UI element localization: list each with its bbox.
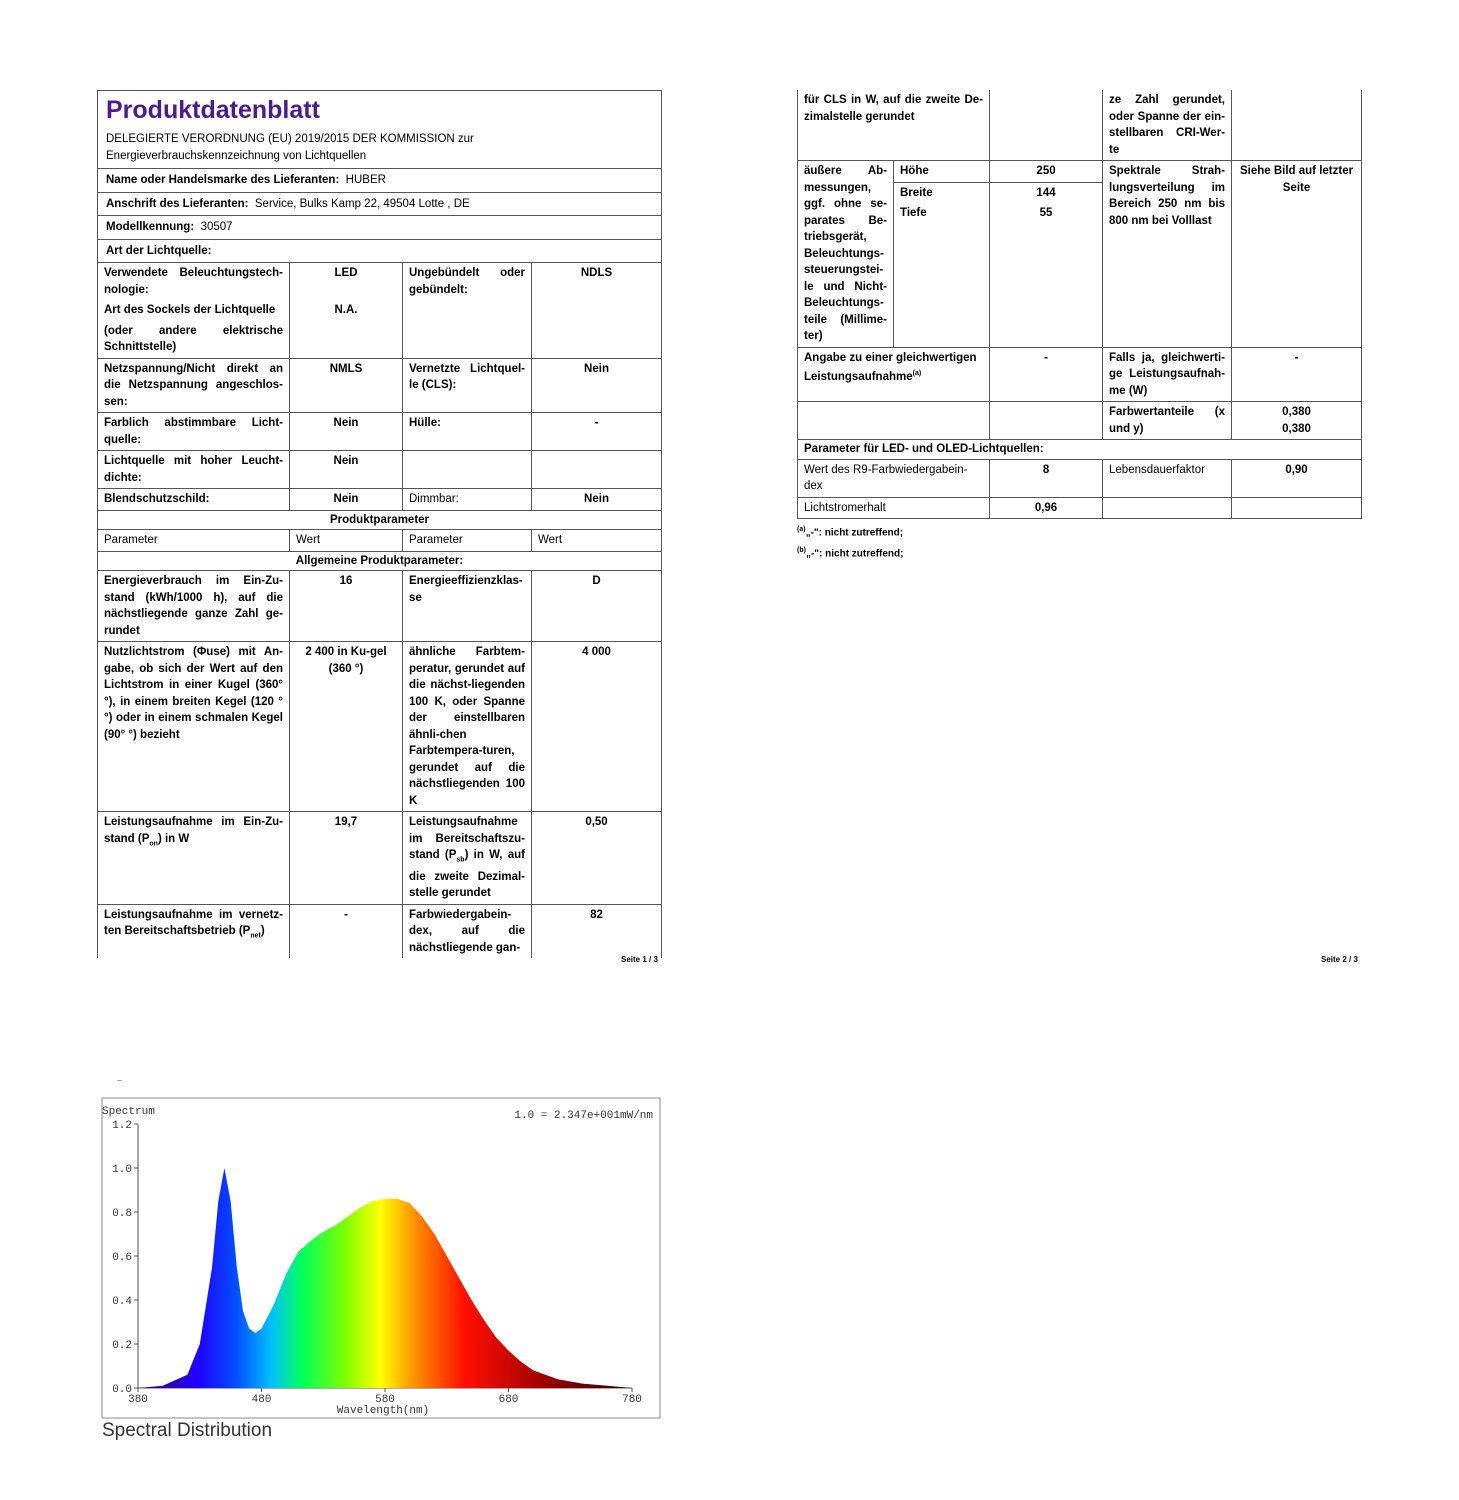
datasheet-table-1 [97, 90, 662, 958]
led-heading: Parameter für LED- und OLED-Lichtquellen: [798, 440, 1362, 460]
width-value: 144 [990, 182, 1103, 203]
r9-label: Wert des R9-Farbwiedergabein-dex [798, 459, 990, 497]
x-tick-label: 480 [251, 1394, 272, 1406]
equiv-label: Angabe zu einer gleichwertigen Leistungsaufnahme$^{(a)}$ [798, 347, 990, 402]
flux-label: Nutzlichtstrom (Φuse) mit An-gabe, ob sich der Wert auf den Lichtstrom in einer Kugel (360° °), in einem breiten Kegel (120 °°) oder in einem schmalen Kegel (90° °) bezieht [98, 642, 290, 812]
page-1-footer: Seite 1 / 3 [621, 955, 658, 964]
cont-left: für CLS in W, auf die zweite De-zimalstelle gerundet [798, 90, 990, 161]
regulation-line-1: DELEGIERTE VERORDNUNG (EU) 2019/2015 DER KOMMISSION zur [106, 133, 474, 145]
cct-value: 4 000 [532, 642, 662, 812]
model-label: Modellkennung: [106, 221, 195, 233]
dimmable-value: Nein [532, 489, 662, 511]
y-tick-label: 0.4 [112, 1296, 132, 1308]
cri-value: 82 [532, 904, 662, 958]
page-title: Produktdatenblatt [106, 96, 320, 124]
y-tick-label: 1.0 [112, 1164, 132, 1176]
survival-label: Lebensdauerfaktor [1103, 459, 1232, 497]
depth-label: Tiefe [894, 203, 990, 347]
cls-label: Vernetzte Lichtquel-le (CLS): [403, 358, 532, 413]
footnote-b: $^{(b)}$„-": nicht zutreffend; [797, 547, 904, 560]
chroma-label: Farbwertanteile (x und y) [1103, 402, 1232, 440]
height-value: 250 [990, 161, 1103, 183]
spectral-label: Spektrale Strah-lungsverteilung im Bereich 250 nm bis 800 nm bei Volllast [1103, 161, 1232, 348]
address-value: Service, Bulks Kamp 22, 49504 Lotte , DE [254, 197, 470, 210]
eclass-value: D [532, 571, 662, 642]
model-value: 30507 [200, 221, 233, 233]
envelope-value: - [532, 413, 662, 451]
flux-value: 2 400 in Ku-gel (360 °) [290, 642, 403, 812]
cri-label: Farbwiedergabein-dex, auf die nächstliegende gan- [403, 904, 532, 958]
product-params-heading: Produktparameter [98, 510, 662, 530]
tunable-value: Nein [290, 413, 403, 451]
chroma-value: 0,380 0,380 [1232, 402, 1362, 440]
supplier-value: HUBER [345, 174, 386, 186]
bundled-label: Ungebündelt oder gebündelt: [403, 263, 532, 359]
ifyes-value: - [1232, 347, 1362, 402]
y-tick-label: 0.8 [112, 1208, 132, 1220]
ifyes-label: Falls ja, gleichwerti-ge Leistungsaufnah-me (W) [1103, 347, 1232, 402]
hld-value: Nein [290, 451, 403, 489]
psb-label: Leistungsaufnahme im Bereitschaftszu-stand $(P_{sb})$ in W, auf die zweite Dezimal-stelle gerundet [403, 812, 532, 905]
energy-value: 16 [290, 571, 403, 642]
energy-label: Energieverbrauch im Ein-Zu-stand (kWh/1000 h), auf die nächstliegende ganze Zahl ge-rundet [98, 571, 290, 642]
page-2-footer: Seite 2 / 3 [1321, 955, 1358, 964]
socket-note: (oder andere elektrische Schnittstelle) [104, 324, 283, 353]
socket-value: N.A. [334, 303, 358, 316]
height-label: Höhe [894, 161, 990, 183]
tech-value: LED [334, 267, 358, 279]
y-tick-label: 1.2 [112, 1120, 132, 1132]
hld-label: Lichtquelle mit hoher Leucht-dichte: [98, 451, 290, 489]
antiglare-value: Nein [290, 489, 403, 511]
footnote-a: $^{(a)}$„-": nicht zutreffend; [797, 526, 904, 539]
equiv-value: - [990, 347, 1103, 402]
eclass-label: Energieeffizienzklas-se [403, 571, 532, 642]
x-axis-label: Wavelength(nm) [336, 1405, 430, 1417]
regulation-line-2: Energieverbrauchskennzeichnung von Lichtquellen [106, 149, 367, 162]
col-value-1: Wert [290, 530, 403, 552]
datasheet-page-2 [797, 90, 1361, 564]
cls-value: Nein [532, 358, 662, 413]
pon-value: 19,7 [290, 812, 403, 905]
r9-value: 8 [990, 459, 1103, 497]
y-tick-label: 0.0 [112, 1384, 132, 1396]
x-tick-label: 680 [498, 1394, 519, 1406]
supplier-label: Name oder Handelsmarke des Lieferanten: [106, 174, 340, 186]
tunable-label: Farblich abstimmbare Licht-quelle: [98, 413, 290, 451]
address-label: Anschrift des Lieferanten: [106, 197, 249, 210]
psb-value: 0,50 [532, 812, 662, 905]
mains-value: NMLS [290, 358, 403, 413]
bundled-value: NDLS [532, 263, 662, 359]
pnet-label: Leistungsaufnahme im vernetz-ten Bereitschaftsbetrieb $(P_{net})$ [98, 904, 290, 958]
x-tick-label: 580 [375, 1394, 395, 1406]
cct-label: ähnliche Farbtem-peratur, gerundet auf die nächst-liegenden 100 K, oder Spanne der einstellbaren ähnli-chen Farbtempera-turen, gerundet auf die nächstliegenden 100 K [403, 642, 532, 812]
survival-value: 0,90 [1232, 459, 1362, 497]
spectrum-chart [98, 1080, 663, 1440]
maint-label: Lichtstromerhalt [798, 497, 990, 519]
type-heading: Art der Lichtquelle: [106, 244, 212, 257]
col-value-2: Wert [532, 530, 662, 552]
x-tick-label: 380 [128, 1394, 148, 1406]
envelope-label: Hülle: [403, 413, 532, 451]
pnet-value: - [290, 904, 403, 958]
dimmable-label: Dimmbar: [403, 489, 532, 511]
y-tick-label: 0.6 [112, 1252, 132, 1264]
maint-value: 0,96 [990, 497, 1103, 519]
cont-right: ze Zahl gerundet, oder Spanne der ein-stellbaren CRI-Wer-te [1103, 90, 1232, 161]
depth-value: 55 [990, 203, 1103, 347]
col-param-1: Parameter [98, 530, 290, 552]
chart-title: Spectrum [102, 1106, 155, 1118]
chart-caption: Spectral Distribution [102, 1420, 273, 1441]
dims-label: äußere Ab-messungen, ggf. ohne se-parates Be-triebsgerät, Beleuchtungs-steuerungstei-le und Nicht-Beleuchtungs-teile (Millime-ter) [798, 161, 894, 348]
spectral-value: Siehe Bild auf letzter Seite [1232, 161, 1362, 348]
mains-label: Netzspannung/Nicht direkt an die Netzspannung angeschlos-sen: [98, 358, 290, 413]
antiglare-label: Blendschutzschild: [98, 489, 290, 511]
y-tick-label: 0.2 [112, 1340, 132, 1352]
tech-label: Verwendete Beleuchtungstech-nologie: [104, 267, 283, 296]
pon-label: Leistungsaufnahme im Ein-Zu-stand $(P_{on})$ in W [98, 812, 290, 905]
datasheet-page-1 [97, 90, 661, 958]
general-heading: Allgemeine Produktparameter: [98, 551, 662, 571]
width-label: Breite [894, 182, 990, 203]
col-param-2: Parameter [403, 530, 532, 552]
datasheet-table-2 [797, 90, 1362, 519]
socket-label: Art des Sockels der Lichtquelle [104, 304, 276, 316]
chart-scale-note: 1.0 = 2.347e+001mW/nm [514, 1110, 653, 1122]
x-tick-label: 780 [622, 1394, 642, 1406]
